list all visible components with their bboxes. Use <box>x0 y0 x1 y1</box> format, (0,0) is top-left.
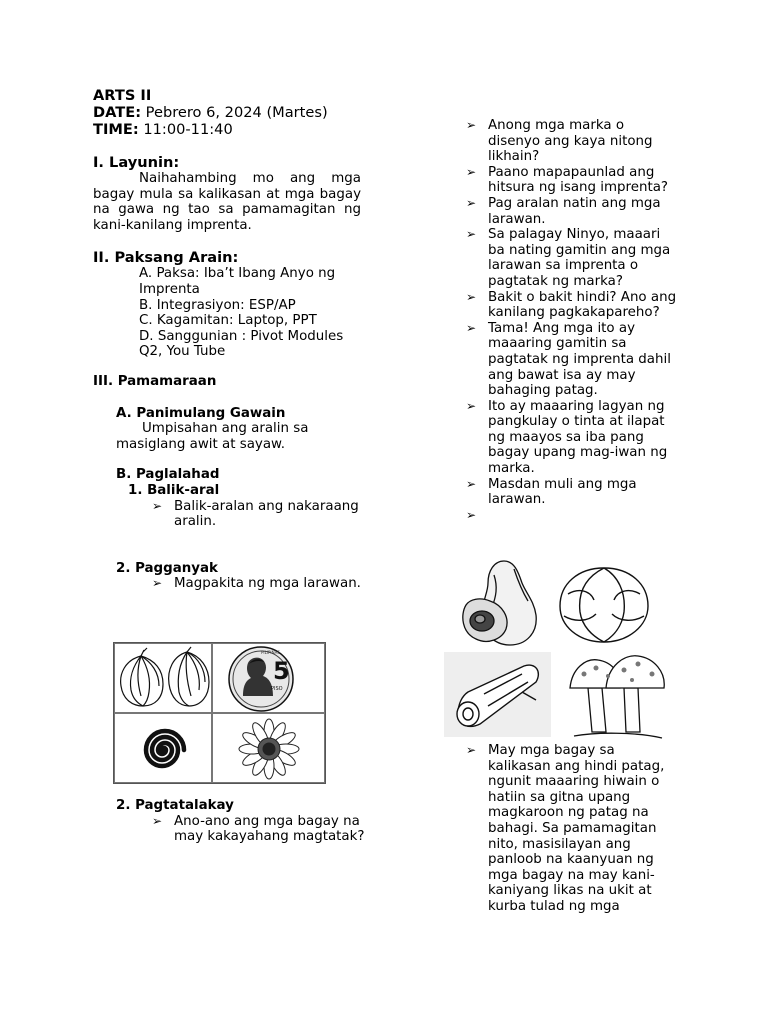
paksang-item: B. Integrasiyon: ESP/AP <box>139 297 296 313</box>
mushroom-icon <box>566 652 668 742</box>
paksang-item: D. Sanggunian : Pivot Modules Q2, You Tube <box>139 328 344 360</box>
grid-cell-onions <box>114 643 212 713</box>
paglalahad-section <box>116 467 361 529</box>
list-item <box>466 508 678 523</box>
grid-cell-spiral <box>114 713 212 783</box>
date-value: Pebrero 6, 2024 (Martes) <box>141 104 328 121</box>
grid-cell-coin <box>212 643 325 713</box>
left-column <box>93 87 361 592</box>
log-icon <box>444 652 551 737</box>
pagganyak-heading: 2. Pagganyak <box>116 560 218 576</box>
onion-icon <box>115 644 212 713</box>
list-item: ➢ Bakit o bakit hindi? Ano ang kanilang pagkakapareho? <box>466 290 678 321</box>
pagtatalakay-heading: 2. Pagtatalakay <box>116 798 234 813</box>
picture-grid <box>113 642 326 784</box>
list-item: ➢ Ano-ano ang mga bagay na may kakayahang magtatak? <box>152 814 366 845</box>
nature-list <box>466 743 678 915</box>
balik-aral-heading: 1. Balik-aral <box>128 482 220 498</box>
coin-value: 5 <box>273 657 290 685</box>
log-picture <box>444 652 551 737</box>
date-line <box>93 104 361 121</box>
list-item: ➢ May mga bagay sa kalikasan ang hindi patag, ngunit maaaring hiwain o hatiin sa gitna upang magkaroon ng patag na bahagi. Sa pamamagitan nito, masisilayan ang panloob na kaanyuan ng mga bagay na may kani-kaniyang likas na ukit at kurba tulad ng mga <box>466 743 678 915</box>
list-item: ➢ Tama! Ang mga ito ay maaaring gamitin sa pagtatak ng imprenta dahil ang bawat isa ay may bahaging patag. <box>466 321 678 399</box>
time-value: 11:00-11:40 <box>138 121 233 138</box>
pagganyak-list <box>152 576 361 592</box>
subject-title: ARTS II <box>93 87 152 104</box>
time-label: TIME: <box>93 121 139 138</box>
time-line <box>93 121 361 138</box>
coin-unit: PISO <box>271 686 283 692</box>
list-item: ➢ Ito ay maaaring lagyan ng pangkulay o tinta at ilapat ng maayos sa iba pang bagay upang mag-iwan ng marka. <box>466 399 678 477</box>
balik-aral-list <box>152 499 361 530</box>
spiral-icon <box>115 714 212 783</box>
panimulang-gawain-heading: A. Panimulang Gawain <box>116 405 286 421</box>
list-item: ➢ Sa palagay Ninyo, maaari ba nating gamitin ang mga larawan sa imprenta o pagtatak ng marka? <box>466 227 678 289</box>
grid-cell-sunflower <box>212 713 325 783</box>
paksang-arain-list <box>93 266 361 360</box>
list-item: ➢ Balik-aralan ang nakaraang aralin. <box>152 499 361 530</box>
list-item: ➢ Masdan muli ang mga larawan. <box>466 477 678 508</box>
avocado-icon <box>458 557 554 649</box>
coin-top-text: PILIPINAS <box>261 650 280 655</box>
layunin-heading: I. Layunin: <box>93 154 180 171</box>
paglalahad-heading: B. Paglalahad <box>116 467 220 483</box>
pagtatalakay-list <box>152 814 366 845</box>
panimulang-gawain-text: Umpisahan ang aralin sa masiglang awit at sayaw. <box>116 421 309 452</box>
right-column <box>466 118 678 523</box>
cabbage-icon <box>554 564 654 646</box>
paksang-arain-heading: II. Paksang Arain: <box>93 249 239 267</box>
list-item: ➢ Pag aralan natin ang mga larawan. <box>466 196 678 227</box>
paksang-item: C. Kagamitan: Laptop, PPT <box>139 313 317 329</box>
panimulang-gawain-section <box>116 406 361 453</box>
list-item: ➢ Magpakita ng mga larawan. <box>152 576 361 592</box>
list-item: ➢ Anong mga marka o disenyo ang kaya nitong likhain? <box>466 118 678 165</box>
date-label: DATE: <box>93 104 142 121</box>
sunflower-icon <box>213 714 325 783</box>
paksang-item: A. Paksa: Iba’t Ibang Anyo ng Imprenta <box>139 266 336 297</box>
right-bottom-section <box>466 743 678 915</box>
pagganyak-section <box>116 561 361 592</box>
pagtatalakay-section <box>116 798 366 845</box>
layunin-text: Naihahambing mo ang mga bagay mula sa kalikasan at mga bagay na gawa ng tao sa pamamagitan ng kani-kanilang imprenta. <box>93 171 361 233</box>
list-item: ➢ Paano mapapaunlad ang hitsura ng isang imprenta? <box>466 165 678 196</box>
pamamaraan-heading: III. Pamamaraan <box>93 373 217 389</box>
discussion-list <box>466 118 678 523</box>
